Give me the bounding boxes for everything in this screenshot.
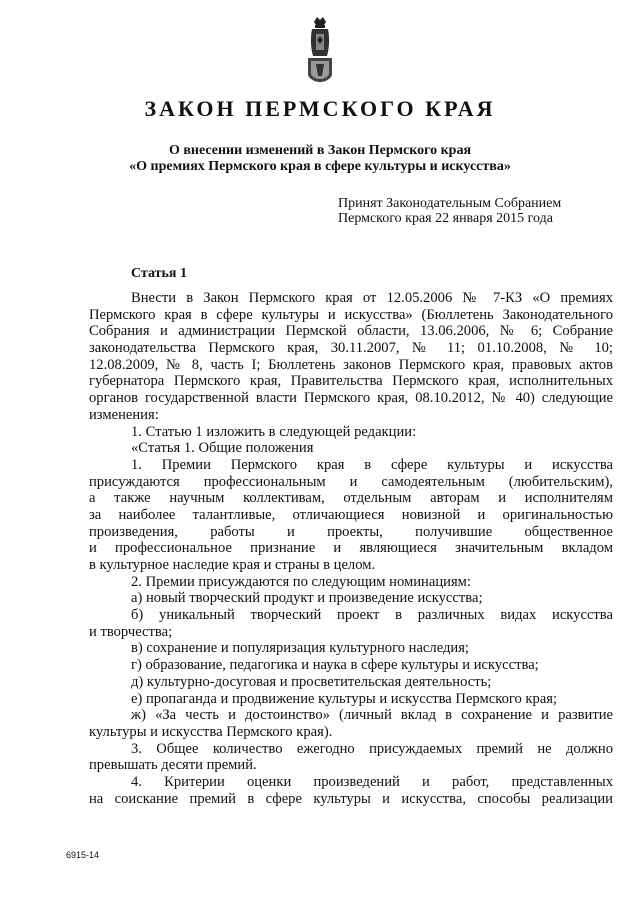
adoption-line: Принят Законодательным Собранием — [338, 196, 562, 211]
body-line: а) новый творческий продукт и произведение искусства; — [131, 590, 483, 607]
body-line: б) уникальный творческий проект в различных видах искусства — [131, 607, 613, 624]
body-line: 1. Статью 1 изложить в следующей редакции: — [131, 423, 417, 440]
body-line: 1. Премии Пермского края в сфере культуры и искусства — [131, 456, 613, 473]
body-line: присуждаются профессиональным и самодеятельным (любительским), — [89, 473, 613, 490]
document-code: 6915-14 — [66, 850, 100, 860]
body-line: и творчества; — [89, 623, 173, 640]
body-line: Собрания и администрации Пермской области, 13.06.2006, № 6; Собрание — [89, 323, 613, 340]
article-heading: Статья 1 — [131, 266, 187, 281]
body-line: за наиболее талантливые, отличающиеся новизной и оригинальностью — [89, 506, 613, 523]
body-line: «Статья 1. Общие положения — [131, 440, 314, 457]
body-line: законодательства Пермского края, 30.11.2007, № 11; 01.10.2008, № 10; — [89, 340, 613, 357]
body-line: 3. Общее количество ежегодно присуждаемых премий не должно — [131, 740, 613, 757]
adoption-line: Пермского края 22 января 2015 года — [338, 211, 553, 226]
subtitle-line: «О премиях Пермского края в сфере культуры и искусства» — [129, 159, 511, 174]
body-line: ж) «За честь и достоинство» (личный вклад в сохранение и развитие — [131, 707, 613, 724]
body-line: а также научным коллективам, отдельным авторам и исполнителям — [89, 490, 613, 507]
body-line: губернатора Пермского края, Правительства Пермского края, исполнительных — [89, 373, 613, 390]
adoption-note — [338, 196, 561, 226]
body-line: 12.08.2009, № 8, часть I; Бюллетень законов Пермского края, правовых актов — [89, 356, 613, 373]
body-line: в культурное наследие края и страны в целом. — [89, 557, 376, 573]
body-line: г) образование, педагогика и наука в сфере культуры и искусства; — [131, 657, 539, 674]
body-line: превышать десяти премий. — [89, 757, 257, 774]
law-subtitle — [0, 143, 640, 175]
body-line: культуры и искусства Пермского края). — [89, 723, 333, 740]
body-line: д) культурно-досуговая и просветительская деятельность; — [131, 673, 492, 690]
article-body — [89, 290, 613, 807]
law-title: ЗАКОН ПЕРМСКОГО КРАЯ — [144, 96, 496, 121]
body-line: произведения, работы и проекты, получившие общественное — [89, 523, 613, 540]
body-line: Внести в Закон Пермского края от 12.05.2006 № 7-КЗ «О премиях — [131, 290, 613, 306]
body-line: органов государственной власти Пермского края, 08.10.2012, № 40) следующие — [89, 390, 613, 407]
body-line: 4. Критерии оценки произведений и работ, представленных — [131, 773, 613, 790]
body-line: е) пропаганда и продвижение культуры и искусства Пермского края; — [131, 690, 558, 707]
body-line: Пермского края в сфере культуры и искусства» (Бюллетень Законодательного — [89, 306, 613, 323]
perm-krai-coat-of-arms-icon — [300, 14, 340, 84]
body-line: изменения: — [89, 406, 159, 423]
body-line: 2. Премии присуждаются по следующим номинациям: — [131, 573, 471, 590]
body-line: на соискание премий в сфере культуры и искусства, способы реализации — [89, 790, 613, 807]
body-line: и профессиональное признание и являющиеся значительным вкладом — [89, 540, 613, 557]
body-line: в) сохранение и популяризация культурного наследия; — [131, 640, 469, 657]
subtitle-line: О внесении изменений в Закон Пермского края — [168, 143, 472, 158]
